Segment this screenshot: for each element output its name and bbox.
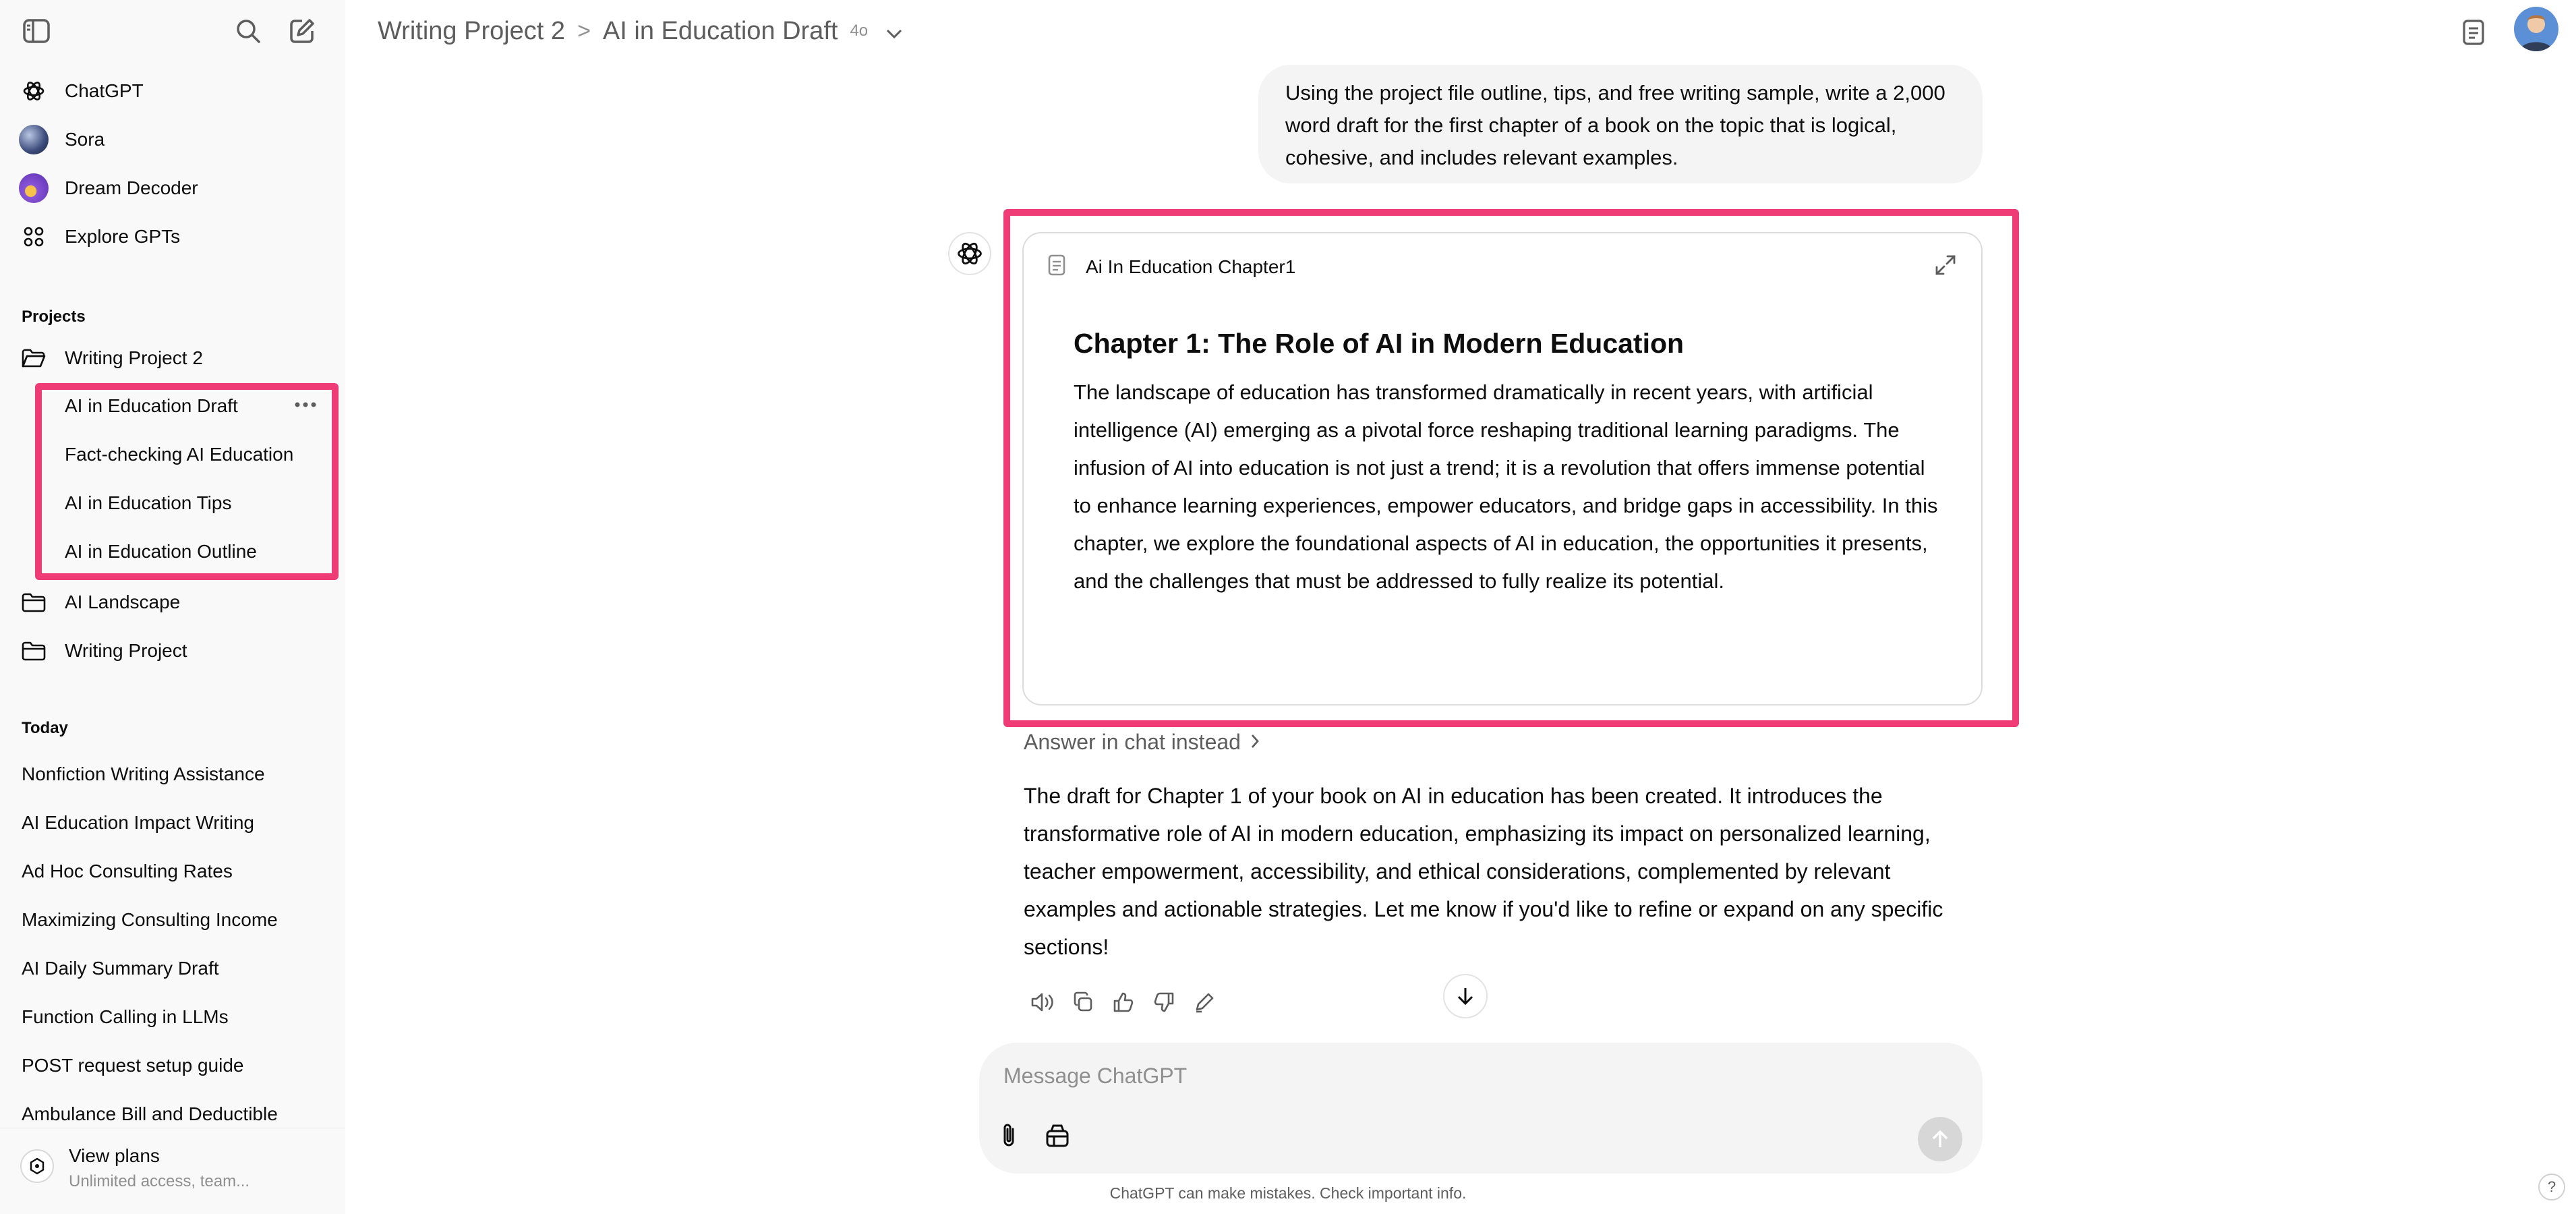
folder-icon [19,636,49,666]
project-writing-project[interactable] [19,630,187,672]
arrow-up-icon [1931,1129,1950,1149]
project-ai-landscape[interactable] [19,581,180,623]
canvas-doc-title: Ai In Education Chapter1 [1086,256,1296,277]
folder-icon [19,587,49,617]
history-item[interactable]: Function Calling in LLMs [22,1006,229,1027]
breadcrumb-separator: > [577,18,591,44]
message-input[interactable] [1003,1058,1934,1094]
tools-icon[interactable] [1038,1117,1076,1155]
chat-title[interactable]: AI in Education Draft [602,16,838,45]
canvas-body-text: The landscape of education has transformed dramatically in recent years, with artificial intelligence (AI) emerging as a pivotal force reshaping traditional learning paradigms. The infusion of AI into education is not just a trend; it is a revolution that offers immense potential to enhance learning experiences, empower educators, and bridge gaps in accessibility. In this chapter, we explore the foundational aspects of AI in education, the opportunities it presents, and the challenges that must be addressed to fully realize its potential. [1074,380,1938,593]
model-badge[interactable]: 4o [850,22,869,40]
message-composer [979,1043,1983,1174]
send-button[interactable] [1918,1117,1962,1161]
assistant-response-text: The draft for Chapter 1 of your book on AI in education has been created. It introduces the transformative role of AI in modern education, emphasizing its impact on personalized learning, teacher empowerment, accessibility, and ethical considerations, complemented by relevant examples and actionable strategies. Let me know if you'd like to refine or expand on any specific sections! [1024,784,1943,959]
plans-sparkle-icon [20,1149,54,1183]
attach-icon[interactable] [990,1117,1028,1155]
projects-heading: Projects [22,308,86,326]
sidebar-item-explore-gpts[interactable] [19,216,180,258]
project-chat-fact-checking[interactable]: Fact-checking AI Education [65,444,294,465]
help-button[interactable]: ? [2538,1174,2565,1201]
disclaimer-text: ChatGPT can make mistakes. Check important info. [1109,1184,1467,1202]
project-label: Writing Project 2 [65,347,203,368]
read-aloud-icon[interactable] [1024,983,1061,1021]
today-heading: Today [22,719,68,737]
search-icon[interactable] [232,15,264,47]
sidebar [0,0,345,1214]
message-actions [1024,983,1226,1021]
sidebar-item-label: Explore GPTs [65,226,181,247]
edit-canvas-icon[interactable] [1185,983,1223,1021]
user-message-bubble: Using the project file outline, tips, and free writing sample, write a 2,000 word draft for the first chapter of a book on the topic that is logical, cohesive, and includes relevant examples. [1258,65,1983,183]
copy-icon[interactable] [1064,983,1102,1021]
sidebar-item-label: ChatGPT [65,80,144,101]
project-chat-ai-education-draft[interactable]: AI in Education Draft [65,395,238,416]
project-chat-ai-education-tips[interactable]: AI in Education Tips [65,492,232,513]
user-avatar[interactable] [2514,7,2558,51]
sidebar-item-dream-decoder[interactable] [19,167,198,209]
highlight-annotation-sidebar [35,383,339,580]
dream-decoder-avatar-icon [19,173,49,203]
sidebar-item-chatgpt[interactable] [19,70,144,112]
project-label: Writing Project [65,640,187,661]
history-item-clip [0,1090,345,1132]
history-item[interactable]: AI Education Impact Writing [22,812,254,833]
sidebar-item-sora[interactable] [19,119,105,161]
project-chat-ai-education-outline[interactable]: AI in Education Outline [65,541,257,562]
sidebar-toggle-icon[interactable] [20,15,53,47]
project-label: AI Landscape [65,591,181,612]
assistant-avatar-icon [948,232,991,275]
openai-logo-icon [19,76,49,106]
highlight-annotation-canvas [1003,209,2019,727]
breadcrumb-project[interactable]: Writing Project 2 [378,16,566,45]
sidebar-item-label: Sora [65,129,105,150]
history-item[interactable]: AI Daily Summary Draft [22,958,219,979]
view-plans-button[interactable]: View plans [69,1145,160,1166]
document-icon[interactable] [2455,13,2492,51]
canvas-heading: Chapter 1: The Role of AI in Modern Education [1074,328,1685,359]
history-item[interactable]: POST request setup guide [22,1055,244,1076]
answer-in-chat-link[interactable] [1024,730,1260,755]
new-chat-icon[interactable] [286,15,318,47]
arrow-down-icon [1456,986,1475,1006]
chevron-right-icon [1250,730,1260,755]
history-item[interactable]: Ambulance Bill and Deductible [22,1103,278,1124]
scroll-to-bottom-button[interactable] [1443,974,1488,1018]
thumbs-up-icon[interactable] [1105,983,1142,1021]
history-item[interactable]: Maximizing Consulting Income [22,909,278,930]
grid-icon [19,222,49,252]
project-writing-project-2[interactable] [19,337,203,379]
sidebar-item-label: Dream Decoder [65,177,198,198]
chevron-down-icon[interactable] [885,17,903,46]
view-plans-subtitle: Unlimited access, team... [69,1172,250,1190]
thumbs-down-icon[interactable] [1145,983,1183,1021]
history-item[interactable]: Ad Hoc Consulting Rates [22,861,233,881]
folder-open-icon [19,343,49,373]
history-item[interactable]: Nonfiction Writing Assistance [22,763,265,784]
breadcrumb [378,12,903,50]
sora-avatar-icon [19,125,49,154]
answer-in-chat-label: Answer in chat instead [1024,730,1241,754]
